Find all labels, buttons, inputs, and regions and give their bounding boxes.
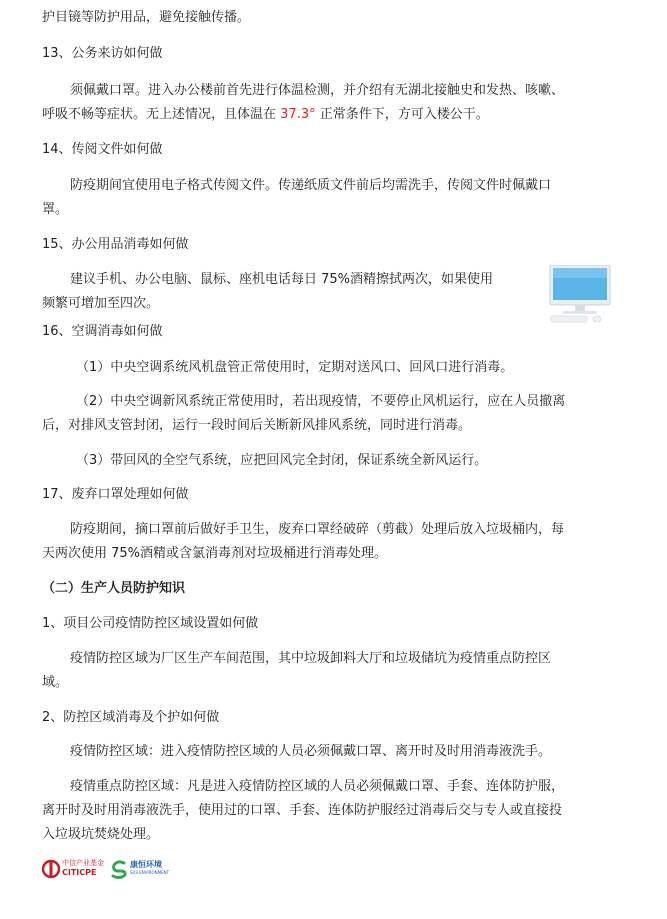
heading-16: 16、空调消毒如何做 <box>42 324 163 339</box>
text-line: 防疫期间宜使用电子格式传阅文件。传递纸质文件前后均需洗手，传阅文件时佩戴口 <box>70 178 552 193</box>
computer-monitor-icon <box>549 265 611 323</box>
text-line: 疫情防控区域为厂区生产车间范围，其中垃圾卸料大厅和垃圾储坑为疫情重点防控区 <box>70 651 552 666</box>
heading-13: 13、公务来访如何做 <box>42 46 163 61</box>
text-line: （2）中央空调新风系统正常使用时，若出现疫情，不要停止风机运行，应在人员撤离 <box>76 394 566 409</box>
text-line: 须佩戴口罩。进入办公楼前首先进行体温检测，并介绍有无湖北接触史和发热、咳嗽、 <box>70 83 565 98</box>
text-line: 入垃圾坑焚烧处理。 <box>42 827 160 842</box>
text-line: 防疫期间，摘口罩前后做好手卫生，废弃口罩经破碎（剪截）处理后放入垃圾桶内，每 <box>70 522 565 537</box>
logo-text-en: SUS ENVIRONMENT <box>130 870 170 875</box>
citicpe-mark-icon <box>42 859 60 879</box>
heading-15: 15、办公用品消毒如何做 <box>42 237 189 252</box>
logo-text-en: CITICPE <box>62 868 97 877</box>
sus-environment-logo <box>110 858 178 880</box>
text-segment: 呼吸不畅等症状。无上述情况，且体温在 <box>42 107 277 122</box>
logo-text-cn: 中信产业基金 <box>62 859 104 867</box>
text-line: 护目镜等防护用品，避免接触传播。 <box>42 10 251 25</box>
section-heading: （二）生产人员防护知识 <box>42 581 186 596</box>
heading-14: 14、传阅文件如何做 <box>42 142 163 157</box>
text-line: 域。 <box>42 675 69 690</box>
text-line: 后，对排风支管封闭，运行一段时间后关断新风排风系统，同时进行消毒。 <box>42 418 472 433</box>
subheading-1: 1、项目公司疫情防控区域设置如何做 <box>42 616 259 631</box>
subheading-2: 2、防控区域消毒及个护如何做 <box>42 710 220 725</box>
text-line: 天两次使用 75%酒精或含氯消毒剂对垃圾桶进行消毒处理。 <box>42 546 388 561</box>
text-segment: 正常条件下，方可入楼公干。 <box>319 107 489 122</box>
text-line-with-highlight <box>42 106 489 124</box>
text-line: 频繁可增加至四次。 <box>42 296 160 311</box>
text-line: 离开时及时用消毒液洗手，使用过的口罩、手套、连体防护服经过消毒后交与专人或直接投 <box>42 803 563 818</box>
sus-mark-icon <box>110 859 128 879</box>
text-line: （3）带回风的全空气系统，应把回风完全封闭，保证系统全新风运行。 <box>76 453 488 468</box>
text-line: （1）中央空调系统风机盘管正常使用时，定期对送风口、回风口进行消毒。 <box>76 360 514 375</box>
text-line: 疫情防控区域：进入疫情防控区域的人员必须佩戴口罩、离开时及时用消毒液洗手。 <box>70 744 552 759</box>
logo-text-cn: 康恒环境 <box>130 860 162 869</box>
text-line: 罩。 <box>42 202 69 217</box>
citicpe-logo <box>42 858 110 880</box>
text-line: 疫情重点防控区域：凡是进入疫情防控区域的人员必须佩戴口罩、手套、连体防护服， <box>70 779 565 794</box>
text-line: 建议手机、办公电脑、鼠标、座机电话每日 75%酒精擦拭两次，如果使用 <box>70 272 494 287</box>
temperature-value: 37.3° <box>280 107 316 122</box>
heading-17: 17、废弃口罩处理如何做 <box>42 487 189 502</box>
